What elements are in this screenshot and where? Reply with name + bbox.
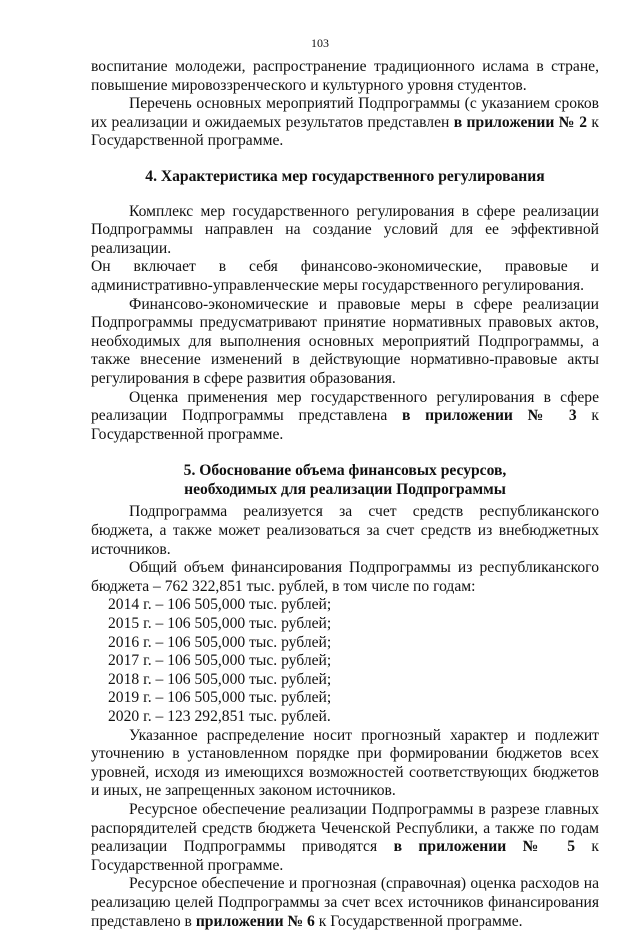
paragraph-4-line-1: Он включает в себя финансово-экономические, правовые и — [91, 258, 599, 276]
appendix-2-ref: в приложении № 2 — [453, 113, 588, 131]
page-number: 103 — [311, 36, 329, 50]
paragraph-5: Финансово-экономические и правовые меры в сфере реализации Подпрограммы предусматривают принятие нормативных правовых актов, необходимых для выполнения основных мероприятий Подпрограммы, а также внесение изменений в действующие нормативно-правовые акты регулирования в сфере развития образования. — [91, 295, 599, 387]
paragraph-10: Ресурсное обеспечение реализации Подпрограммы в разрезе главных распорядителей средств бюджета Чеченской Республики, а также по годам реализации Подпрограммы приводятся в приложении № 5 к Государственной программе. — [91, 800, 600, 874]
paragraph-8: Общий объем финансирования Подпрограммы из республиканского бюджета – 762 322,851 тыс. рублей, в том числе по годам: — [91, 559, 599, 595]
appendix-3-ref: в приложении № 3 — [401, 407, 577, 425]
paragraph-6: Оценка применения мер государственного регулирования в сфере реализации Подпрограммы представлена в приложении № 3 к Государственной программе. — [91, 388, 599, 443]
year-2015-item: 2015 г. – 106 505,000 тыс. рублей; — [108, 615, 332, 633]
year-2014-item: 2014 г. – 106 505,000 тыс. рублей; — [108, 596, 332, 614]
year-2018-item: 2018 г. – 106 505,000 тыс. рублей; — [108, 670, 332, 688]
year-2019-item: 2019 г. – 106 505,000 тыс. рублей; — [108, 689, 332, 707]
paragraph-4-line-2: административно-управленческие меры государственного регулирования. — [91, 276, 584, 294]
paragraph-7: Подпрограмма реализуется за счет средств республиканского бюджета, а также может реализоваться за счет средств из внебюджетных источников. — [91, 503, 599, 558]
appendix-5-ref: в приложении № 5 — [393, 838, 576, 856]
paragraph-3: Комплекс мер государственного регулирования в сфере реализации Подпрограммы направлен на создание условий для ее эффективной реализации. — [91, 202, 599, 257]
section-5-heading-line-1: 5. Обоснование объема финансовых ресурсов, — [183, 462, 507, 480]
year-2016-item: 2016 г. – 106 505,000 тыс. рублей; — [108, 633, 332, 651]
year-2020-item: 2020 г. – 123 292,851 тыс. рублей. — [108, 708, 331, 725]
section-5-heading-line-2: необходимых для реализации Подпрограммы — [184, 480, 506, 498]
appendix-6-ref: приложении № 6 — [195, 912, 315, 930]
section-4-heading: 4. Характеристика мер государственного регулирования — [145, 167, 545, 185]
paragraph-9: Указанное распределение носит прогнозный характер и подлежит уточнению в установленном порядке при формировании бюджетов всех уровней, исходя из имеющихся возможностей соответствующих бюджетов и иных, не запрещенных законом источников. — [91, 726, 599, 800]
funding-by-year-list — [91, 596, 599, 726]
page-content — [91, 58, 599, 931]
paragraph-1: воспитание молодежи, распространение традиционного ислама в стране, повышение мировоззренческого и культурного уровня студентов. — [91, 58, 599, 94]
year-2017-item: 2017 г. – 106 505,000 тыс. рублей; — [108, 652, 332, 670]
paragraph-11: Ресурсное обеспечение и прогнозная (справочная) оценка расходов на реализацию целей Подпрограммы за счет всех источников финансирования представлено в приложении № 6 к Государственной программе. — [91, 875, 599, 930]
paragraph-2: Перечень основных мероприятий Подпрограммы (с указанием сроков их реализации и ожидаемых результатов представлен в приложении № 2 к Государственной программе. — [91, 95, 599, 150]
